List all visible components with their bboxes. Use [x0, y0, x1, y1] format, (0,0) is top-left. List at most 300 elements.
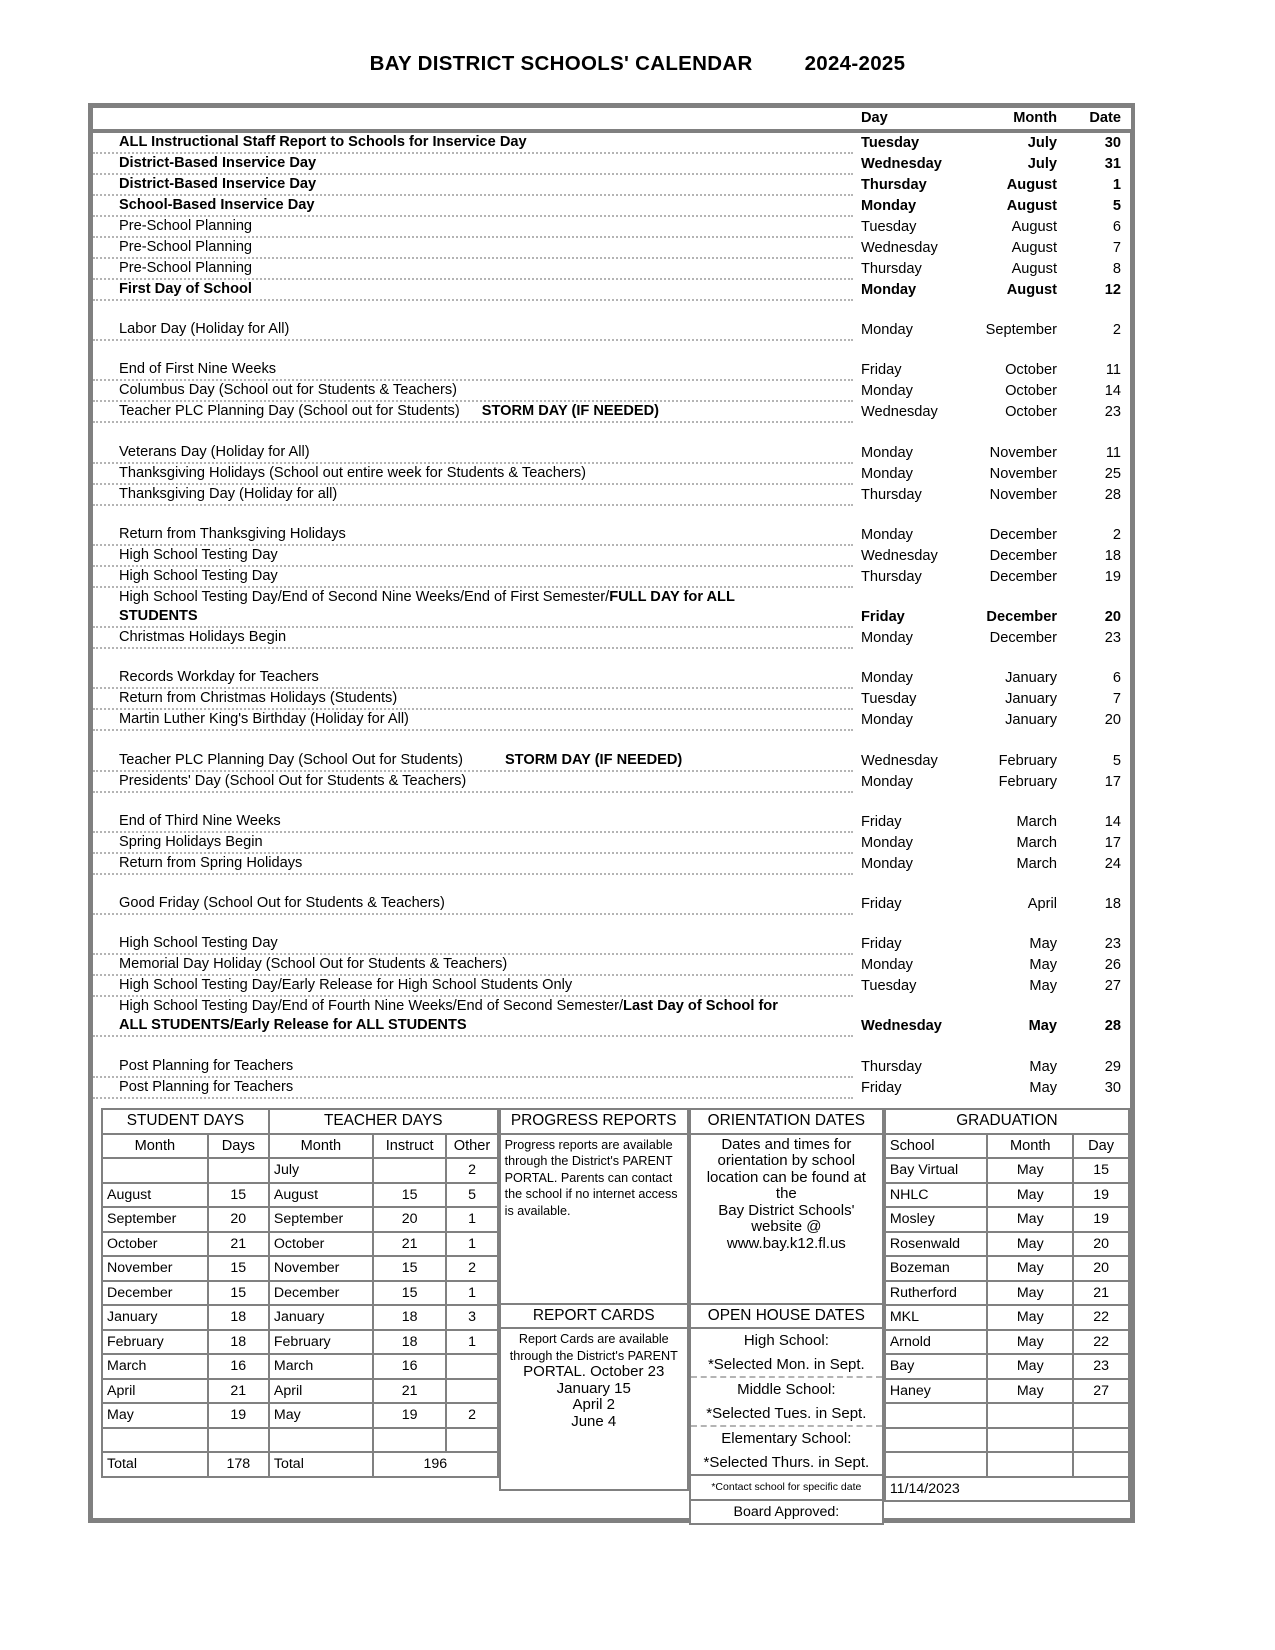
graduation-day: 15	[1073, 1158, 1129, 1183]
orientation-line-2: orientation by school	[717, 1152, 856, 1169]
event-row	[93, 1056, 1131, 1076]
event-date: 1	[1112, 177, 1121, 193]
event-month: July	[1027, 135, 1057, 151]
event-description: Presidents' Day (School Out for Students & Teachers)	[93, 771, 853, 792]
orientation-line-1: Dates and times for	[721, 1135, 852, 1153]
event-day: Monday	[861, 834, 913, 851]
event-row	[93, 709, 1131, 730]
event-day: Wednesday	[861, 547, 938, 564]
event-date: 24	[1104, 855, 1121, 872]
days-row	[102, 1183, 498, 1208]
spacer-cell	[853, 730, 963, 750]
teacher-other: 1	[446, 1232, 497, 1257]
event-day: Friday	[861, 895, 902, 912]
report-cards-portal-line: PORTAL. October 23	[523, 1363, 665, 1380]
graduation-school: Bay	[885, 1354, 987, 1379]
event-date	[1073, 996, 1131, 1016]
student-month: January	[102, 1305, 208, 1330]
event-month: August	[1011, 261, 1057, 277]
graduation-month: May	[987, 1207, 1073, 1232]
event-row	[93, 216, 1131, 237]
student-days: 18	[208, 1330, 269, 1355]
event-description: District-Based Inservice Day	[93, 153, 853, 174]
event-row	[93, 237, 1131, 258]
event-day: Tuesday	[861, 219, 917, 235]
graduation-month: May	[987, 1281, 1073, 1306]
teacher-instruct: 18	[373, 1330, 446, 1355]
spacer-cell	[93, 422, 853, 442]
student-days: 20	[208, 1207, 269, 1232]
board-approved-label: Board Approved:	[690, 1500, 883, 1525]
event-month: August	[1011, 240, 1057, 256]
event-month: May	[1029, 978, 1057, 995]
event-month: September	[985, 322, 1057, 339]
spacer-cell	[1073, 1036, 1131, 1056]
event-date: 12	[1104, 282, 1121, 298]
header-description	[93, 108, 853, 131]
event-month: May	[1029, 1079, 1057, 1096]
student-days: 15	[208, 1183, 269, 1208]
days-body	[102, 1158, 498, 1452]
event-description: ALL Instructional Staff Report to Schools for Inservice Day	[93, 131, 853, 153]
event-description: District-Based Inservice Day	[93, 174, 853, 195]
event-row	[93, 463, 1131, 484]
teacher-month: March	[269, 1354, 373, 1379]
graduation-school: Haney	[885, 1379, 987, 1404]
days-row	[102, 1281, 498, 1306]
header-date: Date	[1073, 108, 1131, 131]
graduation-day: 19	[1073, 1183, 1129, 1208]
spacer-cell	[853, 792, 963, 812]
report-cards-body	[500, 1328, 688, 1490]
open-house-note-1: *Selected Mon. in Sept.	[690, 1353, 883, 1378]
event-description: Pre-School Planning	[93, 237, 853, 258]
spacer-cell	[963, 792, 1073, 812]
student-month	[102, 1158, 208, 1183]
event-day: Monday	[861, 773, 913, 790]
event-date: 25	[1104, 465, 1121, 482]
graduation-body	[885, 1158, 1129, 1477]
event-date: 23	[1104, 404, 1121, 421]
event-day: Tuesday	[861, 978, 917, 995]
event-date: 28	[1104, 486, 1121, 503]
graduation-day: 23	[1073, 1354, 1129, 1379]
summary-section	[101, 1108, 1130, 1525]
event-description: ALL STUDENTS/Early Release for ALL STUDENTS	[93, 1016, 853, 1036]
event-date: 30	[1104, 135, 1121, 151]
event-day: Wednesday	[861, 240, 938, 256]
teacher-month: February	[269, 1330, 373, 1355]
teacher-total-value: 196	[373, 1452, 498, 1477]
graduation-month: May	[987, 1232, 1073, 1257]
teacher-instruct: 21	[373, 1232, 446, 1257]
event-date: 5	[1112, 752, 1121, 769]
event-date: 5	[1112, 198, 1121, 214]
days-row	[102, 1158, 498, 1183]
event-row	[93, 607, 1131, 627]
graduation-school: Rosenwald	[885, 1232, 987, 1257]
event-description: Memorial Day Holiday (School Out for Students & Teachers)	[93, 954, 853, 975]
student-days-header-month: Month	[102, 1134, 208, 1159]
student-month: March	[102, 1354, 208, 1379]
header-month: Month	[963, 108, 1073, 131]
teacher-other: 1	[446, 1281, 497, 1306]
teacher-month: May	[269, 1403, 373, 1428]
graduation-title: GRADUATION	[885, 1109, 1129, 1134]
spacer-cell	[93, 300, 853, 320]
spacer-cell	[93, 730, 853, 750]
teacher-month: January	[269, 1305, 373, 1330]
student-month: August	[102, 1183, 208, 1208]
events-spacer-row	[93, 1036, 1131, 1056]
graduation-month: May	[987, 1183, 1073, 1208]
events-spacer-row	[93, 422, 1131, 442]
event-date: 27	[1104, 978, 1121, 995]
events-spacer-row	[93, 730, 1131, 750]
graduation-school: Bay Virtual	[885, 1158, 987, 1183]
events-spacer-row	[93, 914, 1131, 934]
event-month: December	[986, 609, 1057, 626]
event-description: Return from Spring Holidays	[93, 853, 853, 874]
progress-reports-body: Progress reports are available through the District's PARENT PORTAL. Parents can contact the school if no internet access is available.	[500, 1134, 688, 1304]
header-day: Day	[853, 108, 963, 131]
page-title	[0, 0, 1275, 76]
spacer-cell	[853, 648, 963, 668]
teacher-month: December	[269, 1281, 373, 1306]
teacher-instruct: 15	[373, 1281, 446, 1306]
event-date: 17	[1104, 834, 1121, 851]
event-month: May	[1028, 1018, 1057, 1035]
event-description: Thanksgiving Day (Holiday for all)	[93, 484, 853, 505]
event-month: July	[1027, 156, 1057, 172]
graduation-month: May	[987, 1354, 1073, 1379]
event-month: May	[1029, 1058, 1057, 1075]
event-day: Monday	[861, 855, 913, 872]
event-description: STUDENTS	[93, 607, 853, 627]
event-row	[93, 812, 1131, 832]
student-days: 21	[208, 1232, 269, 1257]
spacer-cell	[963, 422, 1073, 442]
event-day: Tuesday	[861, 691, 917, 708]
orientation-body	[690, 1134, 883, 1304]
event-row	[93, 853, 1131, 874]
spacer-cell	[1073, 300, 1131, 320]
open-house-note-2: *Selected Tues. in Sept.	[690, 1402, 883, 1427]
event-row	[93, 587, 1131, 607]
event-month: March	[1016, 855, 1057, 872]
event-month: December	[989, 630, 1057, 647]
reports-spacer	[500, 1490, 688, 1512]
graduation-day	[1073, 1428, 1129, 1453]
graduation-school	[885, 1428, 987, 1453]
spacer-cell	[963, 340, 1073, 360]
calendar-frame	[88, 103, 1135, 1523]
event-month: May	[1029, 936, 1057, 953]
event-row	[93, 153, 1131, 174]
event-day: Wednesday	[861, 752, 938, 769]
event-month: December	[989, 547, 1057, 564]
event-date: 11	[1105, 444, 1121, 461]
events-spacer-row	[93, 300, 1131, 320]
student-total-label: Total	[102, 1452, 208, 1477]
teacher-instruct: 15	[373, 1183, 446, 1208]
teacher-month: November	[269, 1256, 373, 1281]
event-description: Pre-School Planning	[93, 216, 853, 237]
event-day: Monday	[861, 465, 913, 482]
graduation-month	[987, 1428, 1073, 1453]
event-date: 17	[1104, 773, 1121, 790]
teacher-instruct: 15	[373, 1256, 446, 1281]
spacer-cell	[1073, 340, 1131, 360]
event-row	[93, 668, 1131, 688]
event-row	[93, 1077, 1131, 1098]
graduation-day: 20	[1073, 1232, 1129, 1257]
event-description: Christmas Holidays Begin	[93, 627, 853, 648]
teacher-other: 2	[446, 1158, 497, 1183]
event-day: Wednesday	[861, 156, 942, 172]
graduation-header-school: School	[885, 1134, 987, 1159]
events-body	[93, 131, 1131, 1098]
student-month: December	[102, 1281, 208, 1306]
teacher-month: September	[269, 1207, 373, 1232]
event-description: Post Planning for Teachers	[93, 1056, 853, 1076]
days-row	[102, 1207, 498, 1232]
event-date: 2	[1112, 526, 1121, 543]
event-day: Friday	[861, 362, 902, 379]
graduation-month: May	[987, 1158, 1073, 1183]
event-month: March	[1016, 834, 1057, 851]
spacer-cell	[93, 648, 853, 668]
student-days: 16	[208, 1354, 269, 1379]
event-description: Teacher PLC Planning Day (School Out for Students) STORM DAY (IF NEEDED)	[93, 750, 853, 770]
event-day: Monday	[861, 383, 913, 400]
graduation-row	[885, 1330, 1129, 1355]
event-description: Columbus Day (School out for Students & Teachers)	[93, 380, 853, 401]
event-row	[93, 380, 1131, 401]
graduation-row	[885, 1452, 1129, 1477]
event-date: 7	[1112, 240, 1121, 256]
student-month: April	[102, 1379, 208, 1404]
event-month: May	[1029, 957, 1057, 974]
teacher-month: August	[269, 1183, 373, 1208]
student-days	[208, 1428, 269, 1453]
student-days: 19	[208, 1403, 269, 1428]
event-row	[93, 934, 1131, 954]
spacer-cell	[93, 792, 853, 812]
spacer-cell	[1073, 648, 1131, 668]
days-row	[102, 1232, 498, 1257]
event-day: Thursday	[861, 261, 922, 277]
event-day: Thursday	[861, 486, 922, 503]
title-year: 2024-2025	[804, 52, 906, 75]
event-month: August	[1006, 198, 1057, 214]
spacer-cell	[1073, 422, 1131, 442]
event-description: High School Testing Day	[93, 566, 853, 587]
report-cards-date-2: April 2	[572, 1396, 616, 1413]
graduation-school: NHLC	[885, 1183, 987, 1208]
days-row	[102, 1403, 498, 1428]
open-house-level-2: Middle School:	[690, 1377, 883, 1402]
teacher-other: 5	[446, 1183, 497, 1208]
event-month	[963, 996, 1073, 1016]
teacher-other: 2	[446, 1403, 497, 1428]
spacer-cell	[853, 874, 963, 894]
event-description: Records Workday for Teachers	[93, 668, 853, 688]
event-day: Friday	[861, 1079, 902, 1096]
days-row	[102, 1330, 498, 1355]
event-day: Monday	[861, 282, 917, 298]
student-days: 15	[208, 1281, 269, 1306]
event-day: Thursday	[861, 568, 922, 585]
event-month: December	[989, 568, 1057, 585]
graduation-month: May	[987, 1379, 1073, 1404]
graduation-day: 19	[1073, 1207, 1129, 1232]
spacer-cell	[1073, 730, 1131, 750]
report-cards-date-1: January 15	[556, 1379, 631, 1397]
graduation-row	[885, 1403, 1129, 1428]
spacer-cell	[963, 874, 1073, 894]
event-description: Thanksgiving Holidays (School out entire week for Students & Teachers)	[93, 463, 853, 484]
events-spacer-row	[93, 874, 1131, 894]
event-description: Labor Day (Holiday for All)	[93, 320, 853, 340]
event-description: Return from Christmas Holidays (Students)	[93, 688, 853, 709]
event-description: High School Testing Day/End of Second Nine Weeks/End of First Semester/FULL DAY for ALL	[119, 588, 735, 605]
graduation-month: May	[987, 1330, 1073, 1355]
graduation-month	[987, 1452, 1073, 1477]
event-month	[963, 587, 1073, 607]
event-date: 8	[1112, 261, 1121, 277]
teacher-other: 3	[446, 1305, 497, 1330]
report-cards-date-3: June 4	[571, 1412, 617, 1430]
teacher-other: 2	[446, 1256, 497, 1281]
event-description: End of Third Nine Weeks	[93, 812, 853, 832]
event-date: 29	[1104, 1058, 1121, 1075]
event-row	[93, 484, 1131, 505]
teacher-other: 1	[446, 1207, 497, 1232]
graduation-row	[885, 1305, 1129, 1330]
student-month: February	[102, 1330, 208, 1355]
days-row	[102, 1354, 498, 1379]
event-month: November	[989, 486, 1057, 503]
event-day: Wednesday	[861, 404, 938, 421]
spacer-cell	[963, 730, 1073, 750]
teacher-instruct: 21	[373, 1379, 446, 1404]
open-house-footnote: *Contact school for specific date	[690, 1475, 883, 1500]
teacher-instruct	[373, 1158, 446, 1183]
graduation-header-month: Month	[987, 1134, 1073, 1159]
events-spacer-row	[93, 340, 1131, 360]
teacher-total-label: Total	[269, 1452, 373, 1477]
event-day: Monday	[861, 670, 913, 687]
event-date: 2	[1112, 322, 1121, 339]
days-row	[102, 1428, 498, 1453]
event-month: February	[998, 752, 1057, 769]
teacher-instruct: 20	[373, 1207, 446, 1232]
student-days	[208, 1158, 269, 1183]
event-day: Friday	[861, 936, 902, 953]
spacer-cell	[93, 874, 853, 894]
orientation-line-6: www.bay.k12.fl.us	[726, 1234, 846, 1252]
event-day: Monday	[861, 444, 913, 461]
progress-reports-title: PROGRESS REPORTS	[500, 1109, 688, 1134]
graduation-row	[885, 1207, 1129, 1232]
student-days: 21	[208, 1379, 269, 1404]
days-row	[102, 1379, 498, 1404]
event-date: 18	[1104, 547, 1121, 564]
events-spacer-row	[93, 648, 1131, 668]
board-approved-value: 11/14/2023	[885, 1477, 1129, 1502]
graduation-day: 22	[1073, 1330, 1129, 1355]
orientation-title: ORIENTATION DATES	[690, 1109, 883, 1134]
event-date: 31	[1104, 156, 1121, 172]
event-month: March	[1016, 813, 1057, 830]
teacher-instruct: 16	[373, 1354, 446, 1379]
event-row	[93, 771, 1131, 792]
reports-tables	[499, 1108, 689, 1512]
event-month: August	[1011, 219, 1057, 235]
event-day: Tuesday	[861, 135, 920, 151]
graduation-row	[885, 1183, 1129, 1208]
report-cards-intro: Report Cards are available through the District's PARENT	[509, 1332, 678, 1363]
spacer-cell	[853, 340, 963, 360]
days-total-row	[102, 1452, 498, 1477]
events-table	[93, 108, 1131, 1099]
graduation-month: May	[987, 1305, 1073, 1330]
spacer-cell	[853, 914, 963, 934]
graduation-row	[885, 1379, 1129, 1404]
event-date: 26	[1104, 957, 1121, 974]
events-spacer-row	[93, 505, 1131, 525]
event-description: Return from Thanksgiving Holidays	[93, 525, 853, 545]
event-date: 14	[1104, 383, 1121, 400]
event-day: Thursday	[861, 1058, 922, 1075]
spacer-cell	[1073, 914, 1131, 934]
event-date: 11	[1105, 362, 1121, 379]
spacer-cell	[93, 1036, 853, 1056]
graduation-row	[885, 1428, 1129, 1453]
event-row	[93, 258, 1131, 279]
graduation-day: 27	[1073, 1379, 1129, 1404]
event-date: 14	[1104, 813, 1121, 830]
event-description: Martin Luther King's Birthday (Holiday for All)	[93, 709, 853, 730]
graduation-month: May	[987, 1256, 1073, 1281]
event-row	[93, 279, 1131, 300]
event-description: First Day of School	[93, 279, 853, 300]
event-row	[93, 360, 1131, 380]
event-day: Monday	[861, 957, 913, 974]
event-description: Post Planning for Teachers	[93, 1077, 853, 1098]
orientation-line-3: location can be found at the	[706, 1168, 866, 1202]
teacher-instruct	[373, 1428, 446, 1453]
spacer-cell	[853, 422, 963, 442]
student-total-value: 178	[208, 1452, 269, 1477]
orientation-line-4: Bay District Schools'	[718, 1201, 855, 1219]
event-description: High School Testing Day/Early Release for High School Students Only	[93, 975, 853, 996]
event-description: Good Friday (School Out for Students & Teachers)	[93, 894, 853, 914]
orientation-line-5: website @	[751, 1218, 822, 1235]
graduation-day	[1073, 1452, 1129, 1477]
graduation-row	[885, 1281, 1129, 1306]
spacer-cell	[963, 1036, 1073, 1056]
spacer-cell	[963, 914, 1073, 934]
graduation-row	[885, 1256, 1129, 1281]
event-month: January	[1005, 691, 1057, 708]
event-description: Teacher PLC Planning Day (School out for Students) STORM DAY (IF NEEDED)	[93, 401, 853, 422]
event-row	[93, 996, 1131, 1016]
student-days-title: STUDENT DAYS	[102, 1109, 269, 1134]
event-date: 6	[1112, 219, 1121, 235]
event-row	[93, 1016, 1131, 1036]
